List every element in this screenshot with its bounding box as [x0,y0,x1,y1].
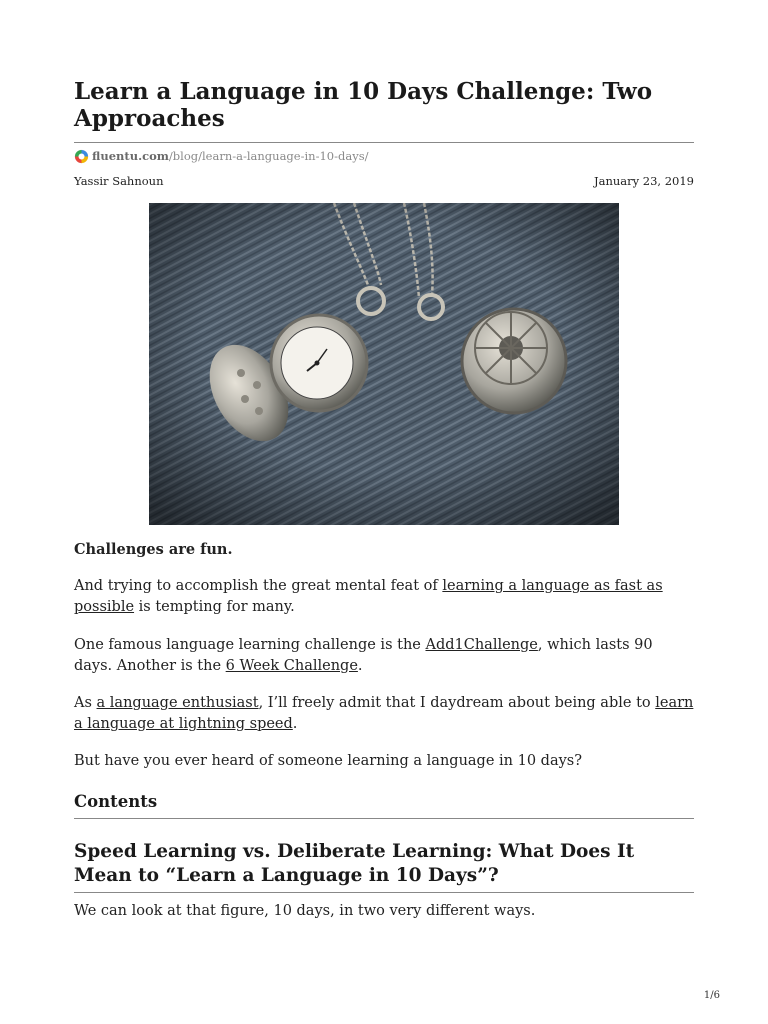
intro-paragraph-3: One famous language learning challenge is the Add1Challenge, which lasts 90 days. Another is the 6 Week Challenge. [74,637,653,674]
link-add1challenge[interactable]: Add1Challenge [425,637,538,653]
intro-paragraph-4: As a language enthusiast, I’ll freely admit that I daydream about being able to learn a language at lightning speed. [74,695,694,732]
source-path[interactable]: /blog/learn-a-language-in-10-days/ [168,149,369,163]
contents-divider [74,818,694,819]
link-6-week-challenge[interactable]: 6 Week Challenge [225,658,358,674]
section-heading: Speed Learning vs. Deliberate Learning: What Does It Mean to “Learn a Language in 10 Days”? [74,841,635,886]
page-number: 1/6 [703,990,720,1001]
publish-date: January 23, 2019 [594,174,694,188]
intro-paragraph-5: But have you ever heard of someone learning a language in 10 days? [74,753,583,769]
contents-heading: Contents [74,792,158,811]
link-language-enthusiast[interactable]: a language enthusiast [96,695,259,711]
intro-paragraph-1: Challenges are fun. [74,541,233,558]
intro-paragraph-2: And trying to accomplish the great mental feat of learning a language as fast as possible is tempting for many. [74,578,663,615]
section-divider [74,892,694,893]
source-domain[interactable]: fluentu.com [92,149,169,163]
title-divider [74,142,694,143]
source-line[interactable] [74,147,368,165]
fluentu-logo-icon [74,149,89,164]
link-learn-lightning-speed[interactable]: learn a language at lightning speed [74,695,694,732]
author-name: Yassir Sahnoun [74,174,164,188]
link-learning-fast[interactable]: learning a language as fast as possible [74,578,663,615]
hero-image-pocket-watches [149,203,619,525]
article-title: Learn a Language in 10 Days Challenge: Two Approaches [74,78,653,132]
section-paragraph-1: We can look at that figure, 10 days, in two very different ways. [74,903,536,919]
